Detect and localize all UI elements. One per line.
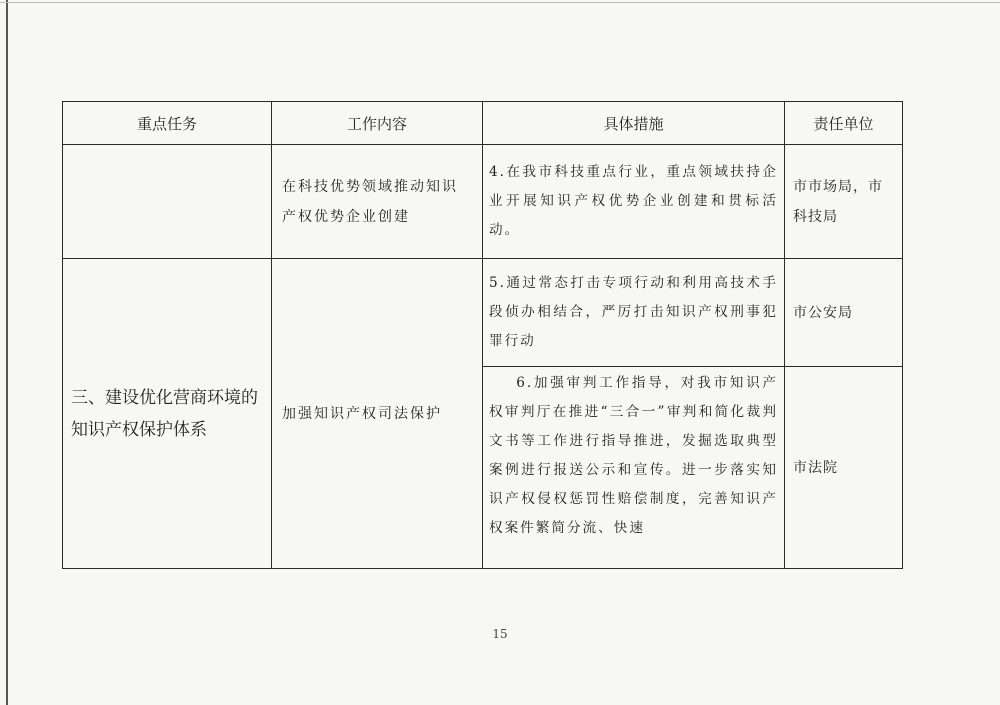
task-table xyxy=(62,101,903,569)
table-header-row xyxy=(63,102,903,145)
task-cell: 三、建设优化营商环境的知识产权保护体系 xyxy=(71,387,258,440)
unit-cell: 市公安局 xyxy=(793,304,853,321)
unit-cell: 市法院 xyxy=(793,459,838,476)
content-cell: 加强知识产权司法保护 xyxy=(282,405,442,422)
table-row xyxy=(63,145,903,259)
task-cell xyxy=(63,145,272,259)
measure-cell: 6.加强审判工作指导，对我市知识产权审判厅在推进“三合一”审判和简化裁判文书等工作进行指导推进，发掘选取典型案例进行报送公示和宣传。进一步落实知识产权侵权惩罚性赔偿制度，完善知识产权案件繁简分流、快速 xyxy=(489,375,778,536)
header-content: 工作内容 xyxy=(272,102,483,145)
page-number: 15 xyxy=(492,627,508,641)
header-measure: 具体措施 xyxy=(483,102,785,145)
content-cell: 在科技优势领域推动知识产权优势企业创建 xyxy=(282,178,458,225)
measure-cell: 5.通过常态打击专项行动和利用高技术手段侦办相结合，严厉打击知识产权刑事犯罪行动 xyxy=(489,275,778,349)
header-task: 重点任务 xyxy=(63,102,272,145)
page-top-edge xyxy=(0,2,1000,3)
unit-cell: 市市场局，市科技局 xyxy=(793,178,883,225)
measure-cell: 4.在我市科技重点行业，重点领域扶持企业开展知识产权优势企业创建和贯标活动。 xyxy=(489,164,778,238)
table-row xyxy=(63,259,903,367)
page-edge xyxy=(6,0,8,705)
header-unit: 责任单位 xyxy=(785,102,903,145)
